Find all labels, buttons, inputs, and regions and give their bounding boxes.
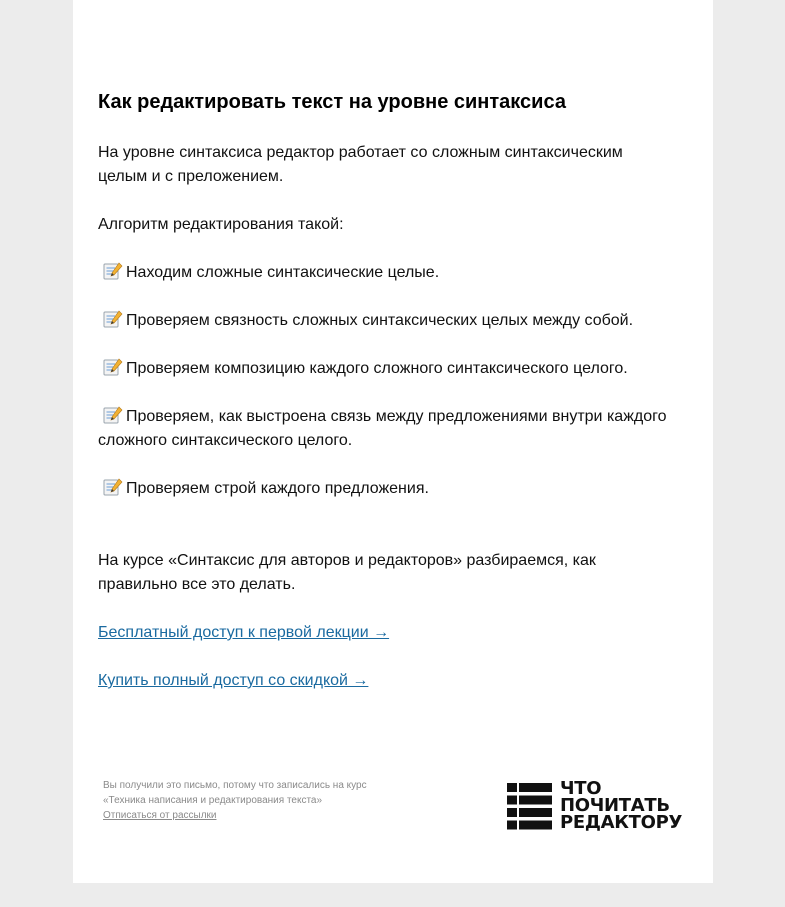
logo-mark-icon [507, 783, 552, 830]
course-paragraph: На курсе «Синтаксис для авторов и редакторов» разбираемся, как правильно все это делать. [98, 552, 596, 593]
footer-note [103, 778, 403, 823]
step-text: Находим сложные синтаксические целые. [126, 264, 440, 281]
step-item [98, 477, 429, 501]
email-card [73, 0, 713, 883]
footer-note-line: «Техника написания и редактирования текста» [103, 795, 323, 806]
algorithm-heading: Алгоритм редактирования такой: [98, 216, 344, 233]
logo-line: РЕДАКТОРУ [560, 812, 683, 833]
free-lecture-link[interactable]: Бесплатный доступ к первой лекции → [98, 624, 390, 641]
step-text: Проверяем связность сложных синтаксических целых между собой. [126, 312, 634, 329]
memo-icon [102, 358, 124, 376]
memo-icon [102, 406, 124, 424]
step-item [98, 309, 633, 333]
step-item [98, 261, 439, 285]
logo-text [560, 780, 682, 831]
step-item [98, 357, 628, 381]
logo-line: ПОЧИТАТЬ [560, 795, 670, 816]
memo-icon [102, 310, 124, 328]
logo-line: ЧТО [560, 778, 602, 799]
footer-note-line: Вы получили это письмо, потому что записались на курс [103, 780, 367, 791]
step-text: Проверяем строй каждого предложения. [126, 480, 429, 497]
buy-full-access-link[interactable]: Купить полный доступ со скидкой → [98, 672, 369, 689]
email-title: Как редактировать текст на уровне синтаксиса [98, 91, 566, 113]
logo [507, 780, 687, 834]
intro-paragraph: На уровне синтаксиса редактор работает со сложным синтаксическим целым и с преложением. [98, 144, 623, 185]
memo-icon [102, 478, 124, 496]
memo-icon [102, 262, 124, 280]
step-text: Проверяем, как выстроена связь между предложениями внутри каждого сложного синтаксического целого. [98, 408, 667, 449]
unsubscribe-link[interactable]: Отписаться от рассылки [103, 810, 217, 821]
step-text: Проверяем композицию каждого сложного синтаксического целого. [126, 360, 628, 377]
step-item [98, 405, 688, 453]
